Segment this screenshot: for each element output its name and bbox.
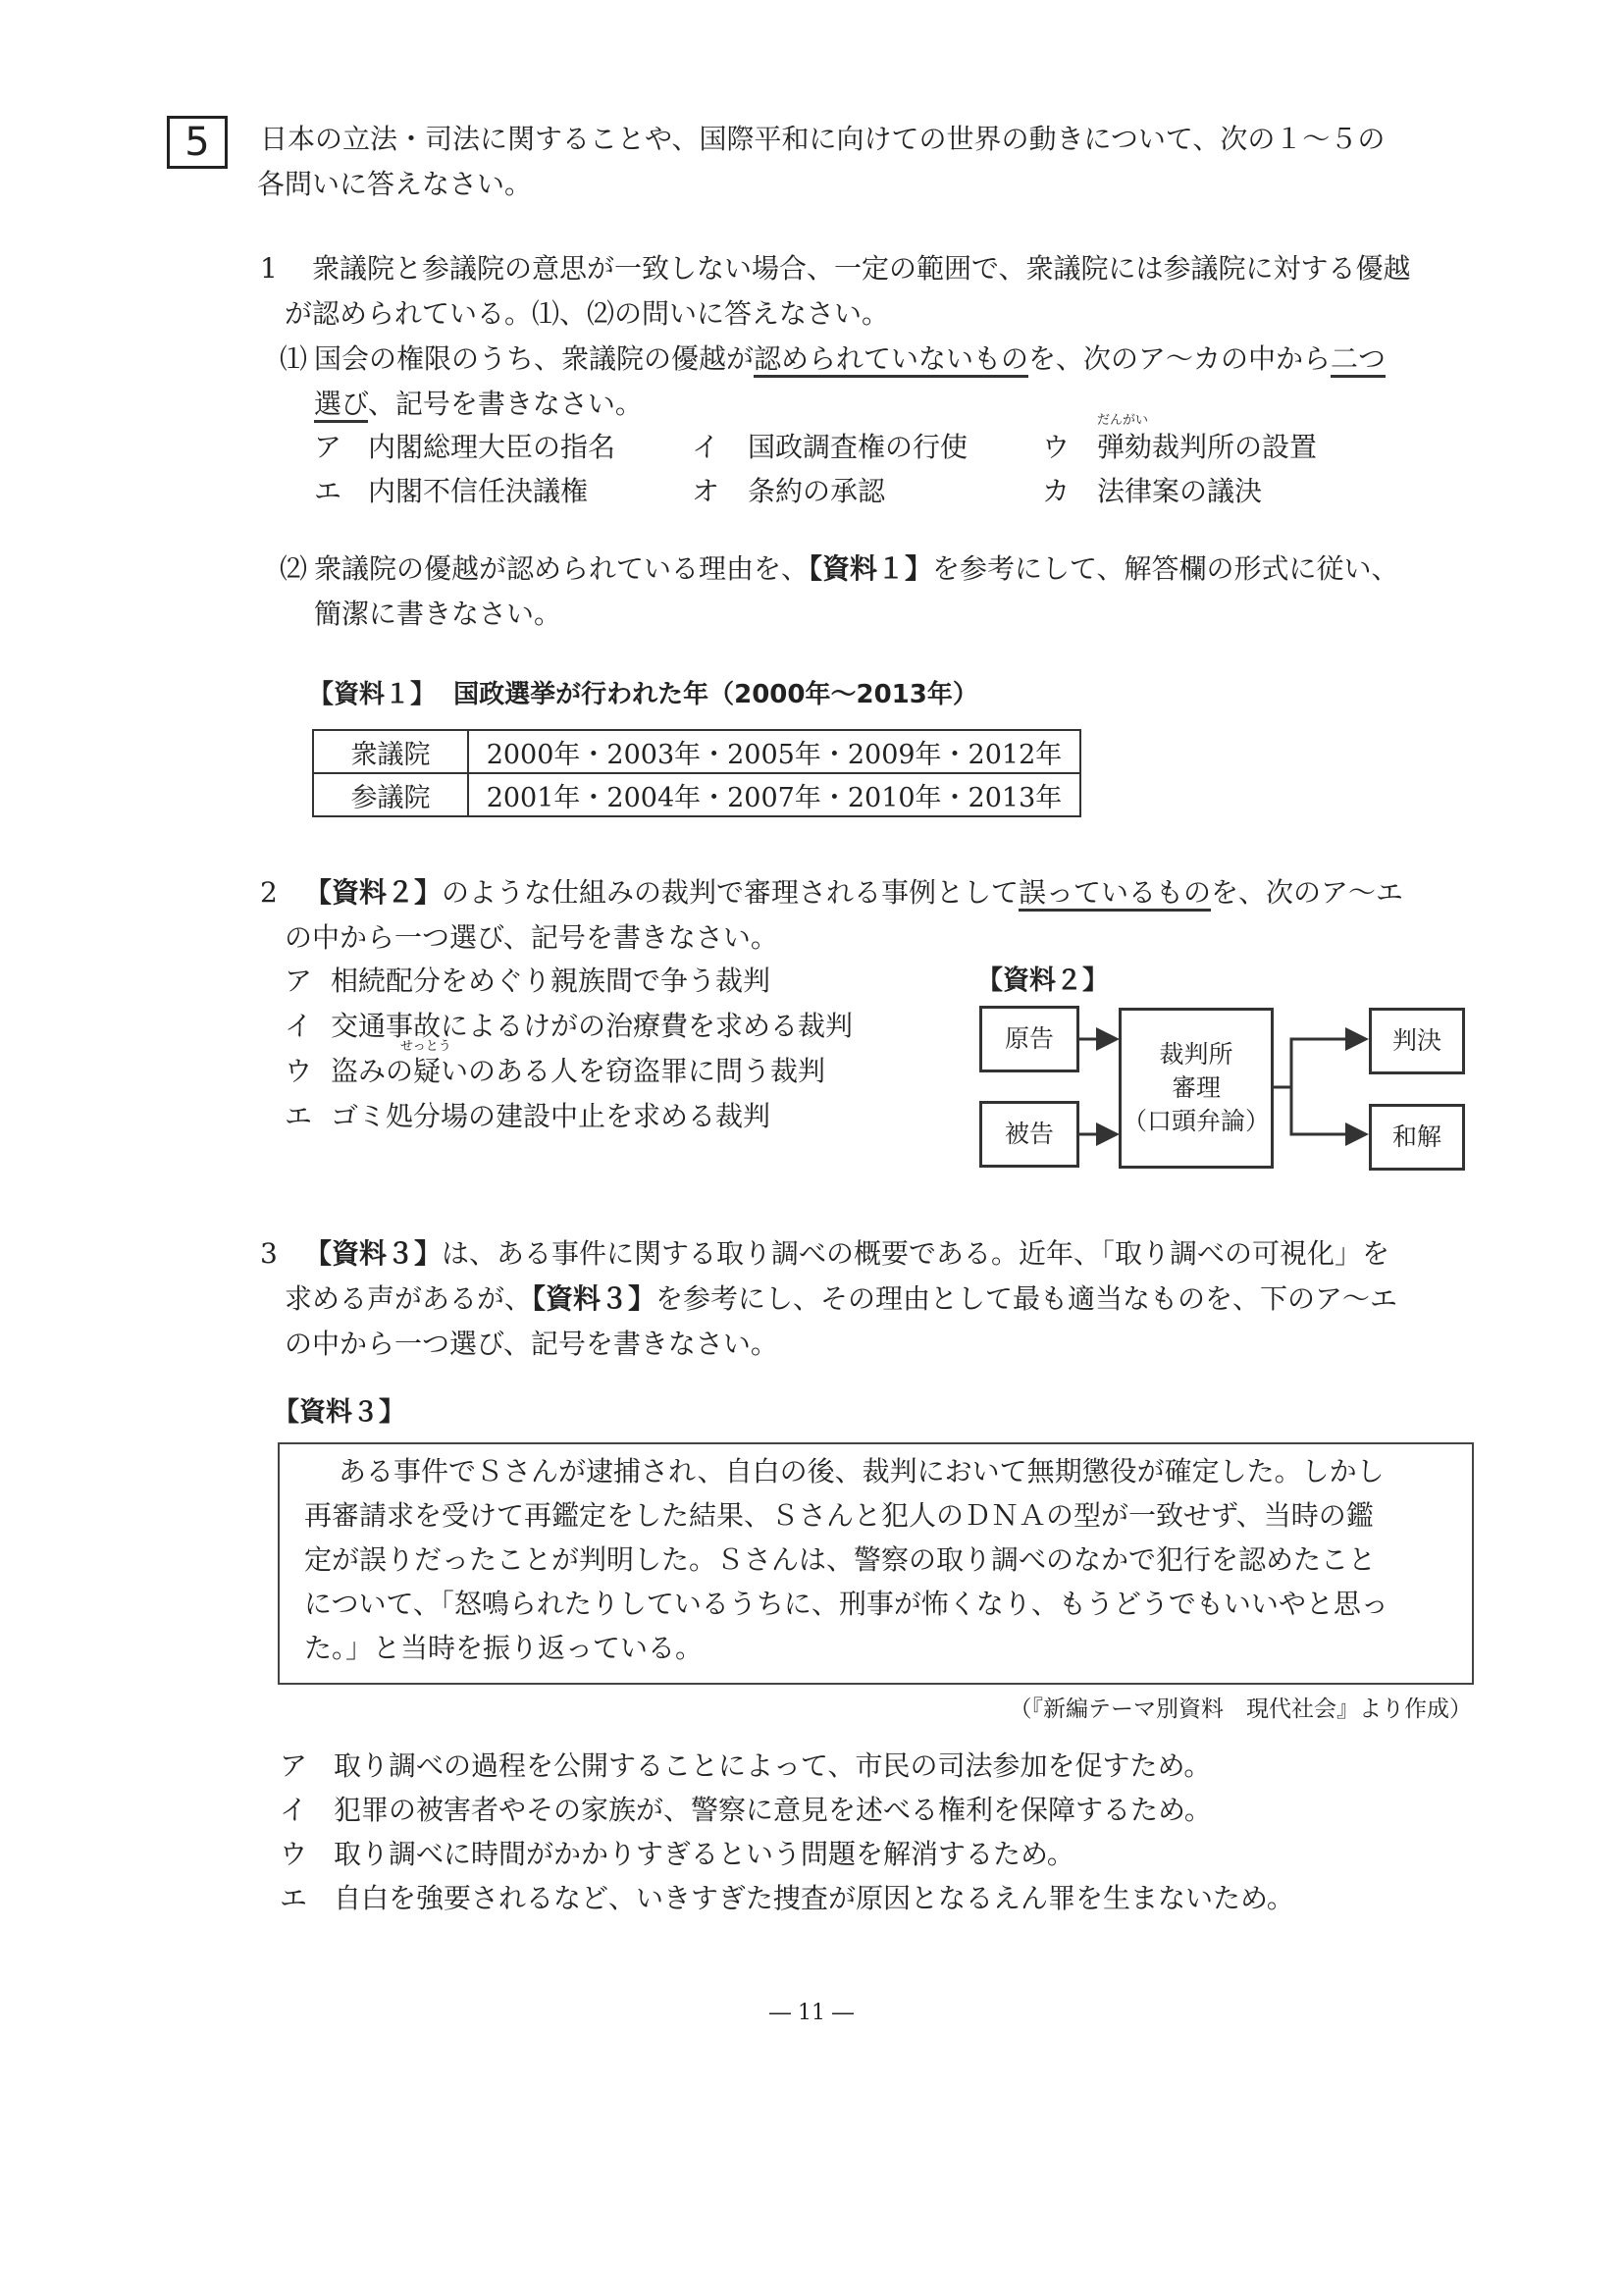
option-text: 交通事故によるけがの治療費を求める裁判 xyxy=(331,1010,854,1042)
material1-heading: 【資料１】 国政選挙が行われた年（2000年～2013年） xyxy=(308,680,978,709)
option-mark: エ xyxy=(314,475,342,507)
q1-sub1-text-2: 選び、記号を書きなさい。 xyxy=(314,385,643,424)
q1-text-2: が認められている。⑴、⑵の問いに答えなさい。 xyxy=(285,297,890,330)
table-cell-years: 2000年・2003年・2005年・2009年・2012年 xyxy=(468,730,1080,773)
material3-line: た。」と当時を振り返っている。 xyxy=(304,1632,704,1664)
option-text: 犯罪の被害者やその家族が、警察に意見を述べる権利を保障するため。 xyxy=(334,1794,1212,1826)
option-text: 取り調べの過程を公開することによって、市民の司法参加を促すため。 xyxy=(334,1749,1212,1782)
option-mark: ウ xyxy=(280,1838,308,1870)
court-label: 裁判所 xyxy=(1159,1040,1233,1069)
question-number-box: 5 xyxy=(167,116,228,169)
q1-sub2-number: ⑵ xyxy=(280,552,308,585)
settlement-box: 和解 xyxy=(1369,1104,1465,1171)
material3-label: 【資料３】 xyxy=(273,1397,405,1428)
table-cell-years: 2001年・2004年・2007年・2010年・2013年 xyxy=(468,773,1080,816)
page-number: ― 11 ― xyxy=(769,2001,854,2025)
q1-text-1: 衆議院と参議院の意思が一致しない場合、一定の範囲で、衆議院には参議院に対する優越 xyxy=(312,252,1411,285)
q2-text-2: の中から一つ選び、記号を書きなさい。 xyxy=(285,921,778,954)
option-mark: ア xyxy=(285,965,313,997)
q3-text-2: 求める声があるが、【資料３】を参考にし、その理由として最も適当なものを、下のア～エ xyxy=(285,1282,1398,1315)
q2-text: 【資料２】のような仕組みの裁判で審理される事例として誤っているものを、次のア～エ xyxy=(304,873,1403,913)
intro-line-1: 日本の立法・司法に関することや、国際平和に向けての世界の動きについて、次の１～５の xyxy=(260,123,1386,155)
q1-number: 1 xyxy=(260,252,278,285)
q3-text-1: 【資料３】は、ある事件に関する取り調べの概要である。近年、「取り調べの可視化」を xyxy=(304,1237,1390,1270)
option-text: 盗みの疑いのある人を窃盗罪に問う裁判 xyxy=(331,1055,826,1087)
option-mark: イ xyxy=(285,1010,313,1042)
option-mark: カ xyxy=(1042,475,1071,507)
option-text: ゴミ処分場の建設中止を求める裁判 xyxy=(331,1100,771,1132)
intro-line-2: 各問いに答えなさい。 xyxy=(257,168,533,200)
q1-sub2-text-2: 簡潔に書きなさい。 xyxy=(314,598,562,630)
option-text: 相続配分をめぐり親族間で争う裁判 xyxy=(331,965,771,997)
q1-sub2-text: 衆議院の優越が認められている理由を、【資料１】を参考にして、解答欄の形式に従い、 xyxy=(314,552,1399,585)
option-text: 法律案の議決 xyxy=(1097,475,1263,507)
table-cell-house: 衆議院 xyxy=(313,730,468,773)
material3-line: ある事件でＳさんが逮捕され、自白の後、裁判において無期懲役が確定した。しかし xyxy=(339,1455,1385,1487)
q2-number: 2 xyxy=(260,876,278,909)
option-text: 自白を強要されるなど、いきすぎた捜査が原因となるえん罪を生まないため。 xyxy=(334,1882,1294,1914)
q3-text-3: の中から一つ選び、記号を書きなさい。 xyxy=(285,1328,778,1360)
material3-line: 定が誤りだったことが判明した。Ｓさんは、警察の取り調べのなかで犯行を認めたこと xyxy=(304,1543,1377,1576)
material3-source: （『新編テーマ別資料 現代社会』より作成） xyxy=(1009,1696,1472,1722)
option-mark: ア xyxy=(280,1749,308,1782)
option-text: 国政調査権の行使 xyxy=(748,431,969,463)
option-mark: ウ xyxy=(1042,431,1071,463)
option-mark: イ xyxy=(280,1794,308,1826)
option-mark: エ xyxy=(285,1100,313,1132)
material2-label: 【資料２】 xyxy=(976,965,1109,996)
option-mark: イ xyxy=(692,431,720,463)
judgment-box: 判決 xyxy=(1369,1008,1465,1074)
q1-sub1-number: ⑴ xyxy=(280,342,308,375)
arrow-outcomes xyxy=(1274,1039,1366,1134)
ruby-dangai: だんがい xyxy=(1097,413,1149,428)
plaintiff-box: 原告 xyxy=(979,1006,1079,1072)
option-mark: ア xyxy=(314,431,342,463)
table-cell-house: 参議院 xyxy=(313,773,468,816)
option-text: 取り調べに時間がかかりすぎるという問題を解消するため。 xyxy=(334,1838,1074,1870)
hearing-label: 審理 xyxy=(1171,1073,1221,1102)
material3-line: について、「怒鳴られたりしているうちに、刑事が怖くなり、もうどうでもいいやと思っ xyxy=(304,1588,1388,1620)
option-text: 内閣不信任決議権 xyxy=(368,475,589,507)
option-text: 内閣総理大臣の指名 xyxy=(368,431,616,463)
material3-line: 再審請求を受けて再鑑定をした結果、Ｓさんと犯人のＤＮＡの型が一致せず、当時の鑑 xyxy=(304,1499,1374,1532)
q1-sub1-text: 国会の権限のうち、衆議院の優越が認められていないものを、次のア～カの中から二つ xyxy=(314,339,1386,379)
option-text: 条約の承認 xyxy=(748,475,886,507)
q3-number: 3 xyxy=(260,1237,278,1270)
ruby-settou: せっとう xyxy=(400,1039,451,1054)
defendant-box: 被告 xyxy=(979,1101,1079,1168)
option-text: 弾劾裁判所の設置 xyxy=(1097,431,1318,463)
oral-argument-label: （口頭弁論） xyxy=(1122,1107,1270,1135)
option-mark: ウ xyxy=(285,1055,313,1087)
option-mark: エ xyxy=(280,1882,308,1914)
option-mark: オ xyxy=(692,475,720,507)
